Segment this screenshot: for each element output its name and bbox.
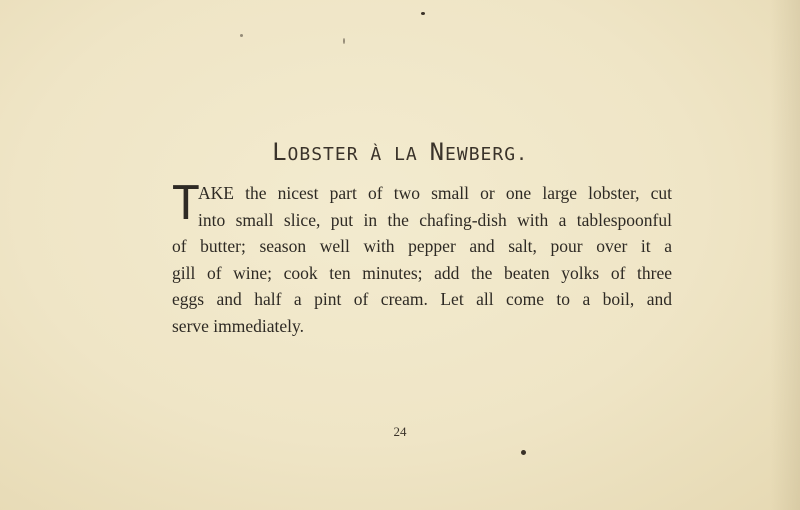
- title-initial-n: N: [429, 138, 446, 166]
- title-part-obster: OBSTER: [287, 144, 371, 165]
- recipe-title: [0, 138, 800, 166]
- title-part-la: LA: [382, 144, 430, 165]
- paper-speck: [421, 12, 425, 15]
- title-part-ewberg: EWBERG.: [445, 144, 528, 165]
- drop-cap: T: [172, 176, 200, 230]
- recipe-line-4: gill of wine; cook ten minutes; add the beaten yolks of three: [172, 262, 672, 283]
- paper-speck: [343, 38, 345, 44]
- paper-speck: [521, 450, 526, 455]
- recipe-line-2: into small slice, put in the chafing-dish with a tablespoonful: [198, 209, 672, 230]
- title-part-a: À: [370, 144, 383, 165]
- recipe-body: [172, 176, 672, 339]
- title-initial-l: L: [272, 138, 288, 166]
- recipe-line-6: serve immediately.: [172, 315, 305, 336]
- page-number: 24: [393, 424, 407, 439]
- recipe-line-1: AKE the nicest part of two small or one large lobster, cut: [198, 183, 672, 203]
- recipe-line-5: eggs and half a pint of cream. Let all come to a boil, and: [172, 289, 672, 309]
- paper-speck: [240, 34, 243, 37]
- recipe-line-3: of butter; season well with pepper and salt, pour over it a: [172, 236, 672, 256]
